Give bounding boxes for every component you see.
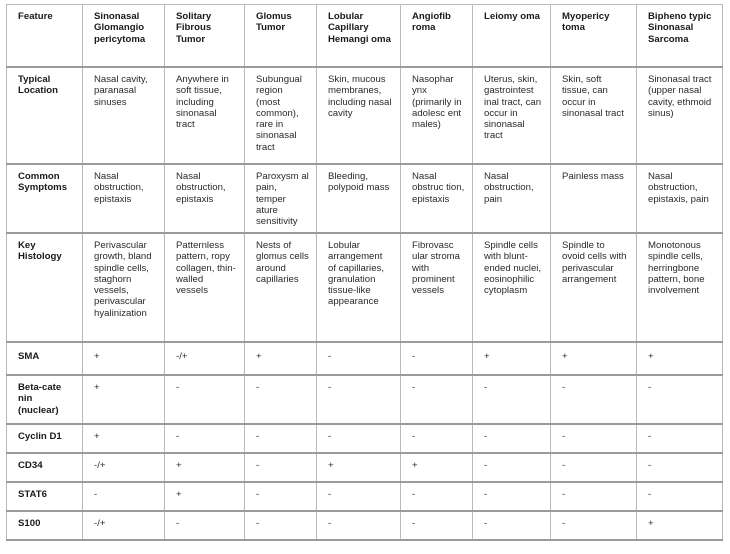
row-label: CD34: [7, 453, 83, 482]
table-cell: -: [245, 375, 317, 424]
table-row: [7, 342, 723, 375]
table-cell: -: [317, 375, 401, 424]
column-header: Myopericy toma: [551, 5, 637, 68]
table-row: [7, 453, 723, 482]
table-cell: Skin, soft tissue, can occur in sinonasal tract: [551, 67, 637, 164]
table-cell: +: [637, 342, 723, 375]
table-cell: -: [473, 482, 551, 511]
table-cell: +: [165, 453, 245, 482]
table-cell: +: [83, 342, 165, 375]
row-label: Typical Location: [7, 67, 83, 164]
table-cell: -: [473, 511, 551, 540]
row-label: STAT6: [7, 482, 83, 511]
column-header: Solitary Fibrous Tumor: [165, 5, 245, 68]
table-cell: Painless mass: [551, 164, 637, 233]
table-cell: Skin, mucous membranes, including nasal cavity: [317, 67, 401, 164]
table-cell: -: [401, 511, 473, 540]
table-cell: Monotonous spindle cells, herringbone pattern, bone involvement: [637, 233, 723, 342]
table-cell: -: [401, 482, 473, 511]
table-cell: -: [317, 342, 401, 375]
table-cell: Patternless pattern, ropy collagen, thin-walled vessels: [165, 233, 245, 342]
table-cell: Lobular arrangement of capillaries, granulation tissue-like appearance: [317, 233, 401, 342]
table-row: [7, 482, 723, 511]
table-cell: -: [245, 511, 317, 540]
table-cell: +: [83, 375, 165, 424]
column-header: Lobular Capillary Hemangi oma: [317, 5, 401, 68]
table-cell: +: [473, 342, 551, 375]
table-cell: -: [83, 482, 165, 511]
table-cell: +: [83, 424, 165, 453]
table-cell: -: [245, 453, 317, 482]
table-row: [7, 424, 723, 453]
table-cell: -: [165, 511, 245, 540]
table-cell: -: [637, 453, 723, 482]
row-label: Key Histology: [7, 233, 83, 342]
table-cell: Nasal obstruc tion, epistaxis: [401, 164, 473, 233]
table-row: [7, 67, 723, 164]
table-cell: -: [245, 482, 317, 511]
row-label: SMA: [7, 342, 83, 375]
table-cell: -: [551, 375, 637, 424]
table-cell: -: [551, 453, 637, 482]
table-cell: -: [317, 482, 401, 511]
column-header: Angiofib roma: [401, 5, 473, 68]
header-row: [7, 5, 723, 68]
table-cell: Anywhere in soft tissue, including sinonasal tract: [165, 67, 245, 164]
table-cell: -: [637, 375, 723, 424]
table-row: [7, 233, 723, 342]
table-cell: Nasal obstruction, pain: [473, 164, 551, 233]
table-cell: +: [551, 342, 637, 375]
table-cell: +: [317, 453, 401, 482]
table-cell: Fibrovasc ular stroma with prominent vessels: [401, 233, 473, 342]
column-header: Feature: [7, 5, 83, 68]
table-cell: +: [165, 482, 245, 511]
column-header: Leiomy oma: [473, 5, 551, 68]
table-cell: Bleeding, polypoid mass: [317, 164, 401, 233]
table-cell: -: [637, 424, 723, 453]
table-cell: -/+: [83, 453, 165, 482]
table-cell: Nasal obstruction, epistaxis, pain: [637, 164, 723, 233]
table-row: [7, 164, 723, 233]
table-cell: -: [165, 424, 245, 453]
table-row: [7, 375, 723, 424]
table-cell: -/+: [165, 342, 245, 375]
table-cell: -/+: [83, 511, 165, 540]
table-cell: -: [637, 482, 723, 511]
table-cell: +: [245, 342, 317, 375]
table-cell: Nasal obstruction, epistaxis: [83, 164, 165, 233]
row-label: Cyclin D1: [7, 424, 83, 453]
column-header: Bipheno typic Sinonasal Sarcoma: [637, 5, 723, 68]
table-cell: -: [245, 424, 317, 453]
table-cell: Nasal cavity, paranasal sinuses: [83, 67, 165, 164]
table-cell: Spindle cells with blunt-ended nuclei, eosinophilic cytoplasm: [473, 233, 551, 342]
table-cell: -: [473, 424, 551, 453]
table-cell: Subungual region (most common), rare in sinonasal tract: [245, 67, 317, 164]
table-cell: -: [473, 453, 551, 482]
table-cell: -: [317, 424, 401, 453]
table-row: [7, 511, 723, 540]
table-cell: Nasophar ynx (primarily in adolesc ent males): [401, 67, 473, 164]
table-cell: -: [401, 424, 473, 453]
column-header: Glomus Tumor: [245, 5, 317, 68]
table-cell: -: [317, 511, 401, 540]
table-cell: -: [551, 511, 637, 540]
table-cell: Spindle to ovoid cells with perivascular arrangement: [551, 233, 637, 342]
column-header: Sinonasal Glomangio pericytoma: [83, 5, 165, 68]
table-cell: Nests of glomus cells around capillaries: [245, 233, 317, 342]
table-cell: Uterus, skin, gastrointest inal tract, can occur in sinonasal tract: [473, 67, 551, 164]
row-label: S100: [7, 511, 83, 540]
table-cell: -: [551, 482, 637, 511]
table-cell: Sinonasal tract (upper nasal cavity, ethmoid sinus): [637, 67, 723, 164]
table-cell: -: [551, 424, 637, 453]
table-cell: Paroxysm al pain, temper ature sensitivity: [245, 164, 317, 233]
row-label: Beta-cate nin (nuclear): [7, 375, 83, 424]
table-cell: -: [473, 375, 551, 424]
table-cell: +: [637, 511, 723, 540]
row-label: Common Symptoms: [7, 164, 83, 233]
table-cell: Perivascular growth, bland spindle cells, staghorn vessels, perivascular hyalinization: [83, 233, 165, 342]
comparison-table: [6, 4, 723, 541]
table-cell: -: [401, 375, 473, 424]
table-cell: -: [165, 375, 245, 424]
table-cell: -: [401, 342, 473, 375]
table-cell: Nasal obstruction, epistaxis: [165, 164, 245, 233]
table-cell: +: [401, 453, 473, 482]
